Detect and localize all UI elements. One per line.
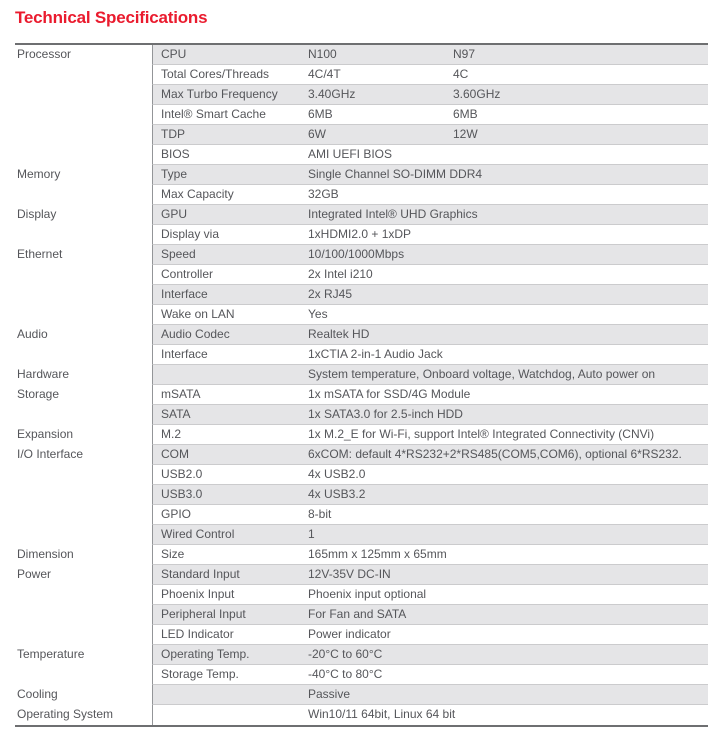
- category-cell: [15, 625, 152, 645]
- category-cell: [15, 185, 152, 205]
- category-cell: [15, 265, 152, 285]
- category-cell: [15, 465, 152, 485]
- spec-label-cell: Max Turbo Frequency: [161, 87, 278, 101]
- spec-row-band: [152, 445, 708, 465]
- table-row: [15, 365, 708, 385]
- spec-label-cell: [153, 685, 306, 704]
- spec-row-band: [152, 545, 708, 565]
- spec-value-cell: 10/100/1000Mbps: [308, 247, 405, 261]
- table-row: [15, 225, 708, 245]
- spec-value-cell: Yes: [308, 307, 328, 321]
- table-row: [15, 65, 708, 85]
- spec-value-cell: Integrated Intel® UHD Graphics: [308, 207, 478, 221]
- spec-label-cell: Wake on LAN: [161, 307, 235, 321]
- table-row: [15, 425, 708, 445]
- table-row: [15, 185, 708, 205]
- table-row: [15, 325, 708, 345]
- table-row: [15, 305, 708, 325]
- spec-value-cell: 8-bit: [308, 507, 332, 521]
- spec-label-cell: GPU: [161, 207, 188, 221]
- spec-label-cell: BIOS: [161, 147, 190, 161]
- table-row: [15, 165, 708, 185]
- category-cell: Temperature: [15, 645, 152, 665]
- table-row: [15, 405, 708, 425]
- spec-value-cell: 165mm x 125mm x 65mm: [308, 547, 447, 561]
- spec-row-band: [152, 525, 708, 545]
- category-cell: [15, 65, 152, 85]
- spec-value-cell: Power indicator: [308, 627, 391, 641]
- spec-row-band: [152, 685, 708, 705]
- spec-label-cell: Type: [161, 167, 188, 181]
- spec-value2-cell: 4C: [453, 67, 469, 81]
- category-cell: Power: [15, 565, 152, 585]
- spec-label-cell: Phoenix Input: [161, 587, 235, 601]
- spec-value-cell: 1: [308, 527, 315, 541]
- table-row: [15, 265, 708, 285]
- category-cell: Storage: [15, 385, 152, 405]
- category-cell: [15, 125, 152, 145]
- spec-label-cell: Operating Temp.: [161, 647, 250, 661]
- spec-value-cell: Phoenix input optional: [308, 587, 427, 601]
- spec-label-cell: Total Cores/Threads: [161, 67, 270, 81]
- spec-label-cell: [153, 705, 306, 725]
- spec-label-cell: Speed: [161, 247, 196, 261]
- spec-row-band: [152, 285, 708, 305]
- spec-label-cell: USB2.0: [161, 467, 203, 481]
- category-cell: [15, 665, 152, 685]
- spec-value-cell: 2x Intel i210: [308, 267, 373, 281]
- spec-row-band: [152, 365, 708, 385]
- category-cell: Cooling: [15, 685, 152, 705]
- table-row: [15, 545, 708, 565]
- spec-row-band: [152, 265, 708, 285]
- table-row: [15, 145, 708, 165]
- table-row: [15, 705, 708, 725]
- spec-row-band: [152, 105, 708, 125]
- spec-label-cell: Size: [161, 547, 185, 561]
- spec-row-band: [152, 565, 708, 585]
- table-row: [15, 45, 708, 65]
- spec-value-cell: 4C/4T: [308, 67, 341, 81]
- spec-label-cell: COM: [161, 447, 189, 461]
- spec-row-band: [152, 165, 708, 185]
- spec-row-band: [152, 125, 708, 145]
- spec-value2-cell: 3.60GHz: [453, 87, 501, 101]
- spec-row-band: [152, 85, 708, 105]
- category-cell: [15, 585, 152, 605]
- spec-row-band: [152, 645, 708, 665]
- spec-value-cell: 32GB: [308, 187, 339, 201]
- spec-row-band: [152, 65, 708, 85]
- spec-label-cell: Interface: [161, 287, 208, 301]
- spec-row-band: [152, 585, 708, 605]
- spec-label-cell: Max Capacity: [161, 187, 234, 201]
- spec-row-band: [152, 345, 708, 365]
- spec-value-cell: 1x SATA3.0 for 2.5-inch HDD: [308, 407, 463, 421]
- spec-value-cell: For Fan and SATA: [308, 607, 407, 621]
- spec-label-cell: Wired Control: [161, 527, 235, 541]
- spec-table-body: [15, 45, 708, 725]
- category-cell: [15, 85, 152, 105]
- spec-row-band: [152, 405, 708, 425]
- spec-value-cell: Passive: [308, 687, 351, 701]
- spec-value-cell: 1xHDMI2.0 + 1xDP: [308, 227, 412, 241]
- spec-row-band: [152, 225, 708, 245]
- table-row: [15, 625, 708, 645]
- spec-row-band: [152, 145, 708, 165]
- category-cell: Dimension: [15, 545, 152, 565]
- spec-label-cell: Controller: [161, 267, 214, 281]
- spec-label-cell: mSATA: [161, 387, 201, 401]
- category-cell: [15, 225, 152, 245]
- table-row: [15, 525, 708, 545]
- spec-value-cell: 6xCOM: default 4*RS232+2*RS485(COM5,COM6), optional 6*RS232.: [308, 447, 682, 461]
- spec-label-cell: USB3.0: [161, 487, 203, 501]
- spec-value-cell: 3.40GHz: [308, 87, 356, 101]
- spec-value-cell: System temperature, Onboard voltage, Watchdog, Auto power on: [308, 367, 656, 381]
- category-cell: Hardware: [15, 365, 152, 385]
- spec-row-band: [152, 385, 708, 405]
- spec-row-band: [152, 485, 708, 505]
- spec-row-band: [152, 45, 708, 65]
- spec-value-cell: 6W: [308, 127, 326, 141]
- category-cell: Operating System: [15, 705, 152, 725]
- table-row: [15, 245, 708, 265]
- spec-value-cell: 2x RJ45: [308, 287, 353, 301]
- category-cell: [15, 525, 152, 545]
- spec-row-band: [152, 305, 708, 325]
- table-row: [15, 685, 708, 705]
- category-cell: [15, 485, 152, 505]
- category-cell: [15, 145, 152, 165]
- category-cell: [15, 605, 152, 625]
- table-row: [15, 645, 708, 665]
- table-row: [15, 505, 708, 525]
- spec-value-cell: 1x M.2_E for Wi-Fi, support Intel® Integrated Connectivity (CNVi): [308, 427, 655, 441]
- spec-value-cell: -20°C to 60°C: [308, 647, 383, 661]
- category-cell: Ethernet: [15, 245, 152, 265]
- spec-row-band: [152, 625, 708, 645]
- table-row: [15, 105, 708, 125]
- spec-row-band: [152, 185, 708, 205]
- spec-table: [15, 43, 708, 727]
- spec-row-band: [152, 605, 708, 625]
- spec-row-band: [152, 465, 708, 485]
- table-row: [15, 665, 708, 685]
- spec-label-cell: Display via: [161, 227, 220, 241]
- spec-label-cell: Peripheral Input: [161, 607, 246, 621]
- spec-row-band: [152, 425, 708, 445]
- spec-value-cell: 12V-35V DC-IN: [308, 567, 391, 581]
- spec-value-cell: Single Channel SO-DIMM DDR4: [308, 167, 483, 181]
- category-cell: Expansion: [15, 425, 152, 445]
- page-title: Technical Specifications: [15, 8, 208, 27]
- spec-value-cell: 1xCTIA 2-in-1 Audio Jack: [308, 347, 443, 361]
- category-cell: [15, 305, 152, 325]
- table-row: [15, 125, 708, 145]
- spec-row-band: [152, 705, 708, 725]
- spec-row-band: [152, 665, 708, 685]
- spec-label-cell: Storage Temp.: [161, 667, 239, 681]
- table-row: [15, 285, 708, 305]
- spec-value-cell: 1x mSATA for SSD/4G Module: [308, 387, 471, 401]
- table-row: [15, 385, 708, 405]
- spec-label-cell: Intel® Smart Cache: [161, 107, 266, 121]
- table-row: [15, 445, 708, 465]
- table-row: [15, 605, 708, 625]
- category-cell: Display: [15, 205, 152, 225]
- category-cell: Audio: [15, 325, 152, 345]
- spec-label-cell: Standard Input: [161, 567, 240, 581]
- spec-label-cell: GPIO: [161, 507, 192, 521]
- category-cell: I/O Interface: [15, 445, 152, 465]
- spec-value-cell: 4x USB2.0: [308, 467, 366, 481]
- spec-label-cell: Interface: [161, 347, 208, 361]
- spec-value-cell: 6MB: [308, 107, 333, 121]
- table-row: [15, 485, 708, 505]
- spec-value-cell: 4x USB3.2: [308, 487, 366, 501]
- category-cell: [15, 345, 152, 365]
- table-row: [15, 465, 708, 485]
- spec-value-cell: N100: [308, 47, 337, 61]
- spec-label-cell: TDP: [161, 127, 185, 141]
- spec-value-cell: -40°C to 80°C: [308, 667, 383, 681]
- table-row: [15, 585, 708, 605]
- table-row: [15, 345, 708, 365]
- spec-row-band: [152, 325, 708, 345]
- table-row: [15, 565, 708, 585]
- spec-label-cell: Audio Codec: [161, 327, 230, 341]
- category-cell: Memory: [15, 165, 152, 185]
- spec-label-cell: [153, 365, 306, 384]
- spec-value2-cell: 6MB: [453, 107, 478, 121]
- spec-row-band: [152, 505, 708, 525]
- spec-row-band: [152, 205, 708, 225]
- table-row: [15, 85, 708, 105]
- category-cell: [15, 405, 152, 425]
- spec-value2-cell: N97: [453, 47, 476, 61]
- spec-value2-cell: 12W: [453, 127, 478, 141]
- spec-value-cell: Win10/11 64bit, Linux 64 bit: [308, 707, 456, 721]
- spec-label-cell: M.2: [161, 427, 182, 441]
- category-cell: [15, 285, 152, 305]
- spec-label-cell: CPU: [161, 47, 187, 61]
- category-cell: [15, 105, 152, 125]
- spec-value-cell: AMI UEFI BIOS: [308, 147, 393, 161]
- spec-label-cell: SATA: [161, 407, 191, 421]
- spec-value-cell: Realtek HD: [308, 327, 370, 341]
- category-cell: Processor: [15, 45, 152, 65]
- spec-label-cell: LED Indicator: [161, 627, 234, 641]
- category-cell: [15, 505, 152, 525]
- table-row: [15, 205, 708, 225]
- spec-row-band: [152, 245, 708, 265]
